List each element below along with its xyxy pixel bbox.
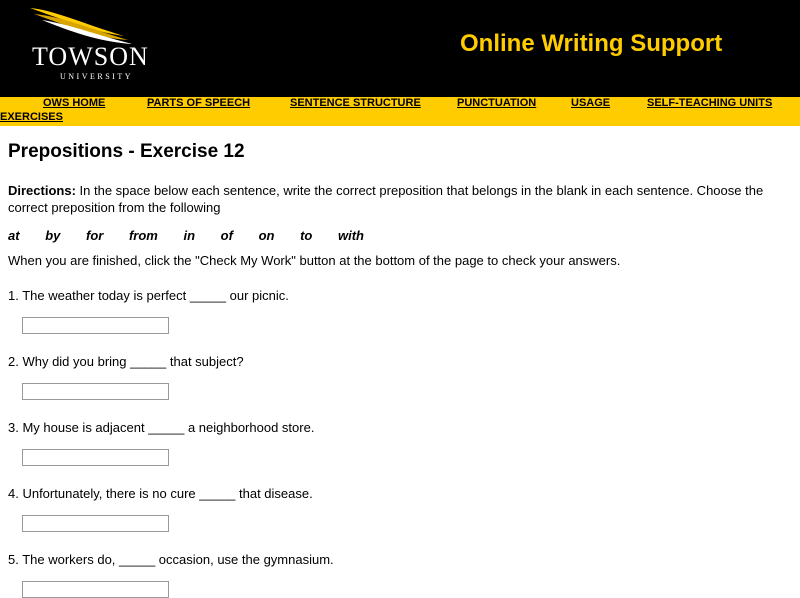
finish-instructions: When you are finished, click the "Check My Work" button at the bottom of the page to check your answers. (8, 253, 621, 268)
main-content (0, 126, 800, 598)
site-title: Online Writing Support (460, 30, 723, 57)
preposition-item: in (183, 228, 196, 243)
question-text: 3. My house is adjacent _____ a neighborhood store. (8, 420, 315, 435)
preposition-item: of (220, 228, 233, 243)
nav-punctuation[interactable]: PUNCTUATION (457, 97, 537, 109)
question-text: 4. Unfortunately, there is no cure _____ that disease. (8, 486, 313, 501)
main-nav (0, 97, 800, 126)
nav-usage[interactable]: USAGE (571, 97, 611, 109)
nav-exercises[interactable]: EXERCISES (0, 111, 63, 123)
question-2 (8, 353, 792, 400)
nav-ows-home[interactable]: OWS HOME (43, 97, 106, 109)
directions (8, 182, 792, 216)
question-3 (8, 419, 792, 466)
answer-field-3[interactable] (22, 449, 169, 466)
answer-field-1[interactable] (22, 317, 169, 334)
question-text: 1. The weather today is perfect _____ our picnic. (8, 288, 289, 303)
site-header (0, 0, 800, 97)
question-text: 2. Why did you bring _____ that subject? (8, 354, 244, 369)
answer-field-2[interactable] (22, 383, 169, 400)
preposition-item: to (300, 228, 313, 243)
logo-subtext: UNIVERSITY (60, 72, 133, 81)
answer-field-5[interactable] (22, 581, 169, 598)
preposition-item: by (45, 228, 61, 243)
preposition-item: on (258, 228, 275, 243)
towson-logo[interactable] (24, 6, 150, 81)
question-text: 5. The workers do, _____ occasion, use the gymnasium. (8, 552, 334, 567)
question-4 (8, 485, 792, 532)
page-title: Prepositions - Exercise 12 (8, 141, 245, 162)
flame-icon (24, 6, 150, 46)
directions-label: Directions: (8, 183, 76, 198)
preposition-item: at (8, 228, 20, 243)
nav-parts-of-speech[interactable]: PARTS OF SPEECH (147, 97, 251, 109)
preposition-item: for (85, 228, 104, 243)
nav-self-teaching-units[interactable]: SELF-TEACHING UNITS (647, 97, 773, 109)
directions-text: In the space below each sentence, write the correct preposition that belongs in the blank in each sentence. Choose the correct preposition from the following (8, 183, 764, 215)
answer-field-4[interactable] (22, 515, 169, 532)
question-5 (8, 551, 792, 598)
nav-sentence-structure[interactable]: SENTENCE STRUCTURE (290, 97, 421, 109)
question-1 (8, 287, 792, 334)
preposition-item: with (337, 228, 364, 243)
preposition-item: from (128, 228, 158, 243)
logo-wordmark: TOWSON (32, 42, 149, 71)
preposition-list (8, 228, 792, 248)
